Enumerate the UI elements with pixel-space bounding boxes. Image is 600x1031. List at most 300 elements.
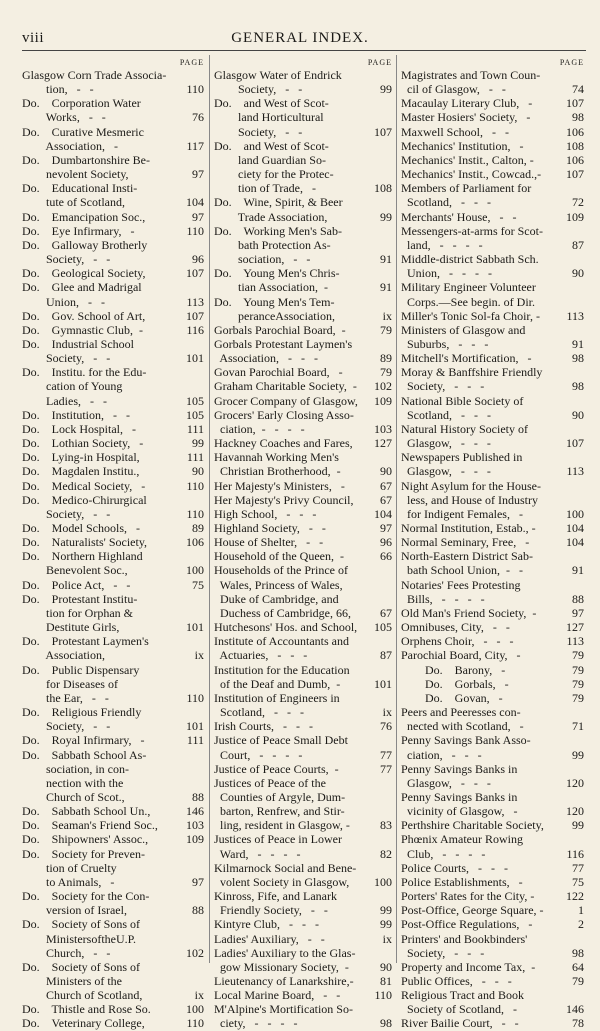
index-entry-text: Do. Veterinary College, (22, 1016, 145, 1031)
index-entry-text: Works, - - (22, 110, 106, 125)
index-entry-text: Hutchesons' Hos. and School, (214, 620, 358, 635)
index-entry-page: 104 (374, 506, 392, 521)
index-entry (401, 68, 584, 82)
index-entry-text: Macaulay Literary Club, - (401, 96, 533, 111)
index-entry-text: Do. Seaman's Friend Soc., (22, 818, 158, 833)
index-entry-page (390, 946, 392, 960)
index-entry (214, 238, 392, 252)
index-entry-page (582, 295, 584, 309)
index-entry-page: 91 (572, 563, 584, 578)
index-entry-text: less, and House of Industry (401, 492, 538, 507)
index-entry-page: 110 (186, 690, 204, 705)
index-entry (214, 365, 392, 379)
index-entry-text: Ladies' Auxiliary, - - (214, 931, 325, 946)
index-entry-text: Ministers of the (22, 974, 122, 988)
index-entry-text: M'Alpine's Mortification So- (214, 1002, 353, 1017)
index-entry-page (582, 422, 584, 436)
index-entry (22, 394, 204, 408)
index-entry-text: ciety for the Protec- (214, 167, 334, 182)
index-entry-page: 90 (572, 407, 584, 422)
index-entry-page: 108 (374, 181, 392, 196)
index-entry-page: 98 (572, 351, 584, 366)
index-entry-text: Glasgow Water of Endrick (214, 68, 342, 82)
index-entry-text: Phœnix Amateur Rowing (401, 832, 523, 847)
index-entry-text: Glasgow Corn Trade Associa- (22, 68, 167, 82)
index-entry (401, 266, 584, 280)
index-column-3 (401, 57, 584, 1031)
index-entry-page: 100 (186, 1002, 204, 1017)
index-entry-text: ciation, - - - (401, 747, 482, 762)
index-entry-text: ciety, - - - - (214, 1016, 298, 1031)
index-entry (214, 917, 392, 931)
index-entry-text: tion of Cruelty (22, 860, 117, 875)
index-entry (22, 776, 204, 790)
index-entry (214, 224, 392, 238)
index-entry-page (202, 932, 204, 946)
index-entry-page (390, 634, 392, 648)
index-entry-text: Do. Naturalists' Society, (22, 535, 148, 550)
index-entry-text: High School, - - - (214, 506, 317, 521)
index-entry-page: 104 (566, 521, 584, 535)
index-entry-page: 75 (572, 874, 584, 889)
index-entry-text: to Animals, - (22, 874, 115, 889)
index-entry (401, 422, 584, 436)
index-entry-text: Association, (22, 648, 105, 663)
index-entry-text: Duchess of Cambridge, 66, (214, 605, 351, 620)
index-entry-text: Lieutenancy of Lanarkshire,- (214, 974, 354, 988)
index-entry-text: land, - - - - (401, 237, 483, 252)
index-entry-text: sociation, - - (214, 252, 311, 267)
index-entry (22, 139, 204, 153)
index-entry-page: 108 (566, 138, 584, 153)
index-entry-page: 97 (192, 209, 204, 224)
index-entry (22, 450, 204, 464)
index-entry (401, 110, 584, 124)
index-entry (214, 464, 392, 478)
index-entry-page (390, 790, 392, 804)
index-entry (214, 479, 392, 493)
index-entry (22, 365, 204, 379)
index-entry-page: 102 (186, 945, 204, 960)
index-entry-page (582, 790, 584, 804)
index-entry-page: 100 (186, 563, 204, 578)
index-entry-page: 82 (380, 846, 392, 861)
index-entry (214, 790, 392, 804)
index-entry (214, 125, 392, 139)
index-entry (401, 450, 584, 464)
index-entry (22, 932, 204, 946)
index-entry (22, 422, 204, 436)
index-entry (22, 578, 204, 592)
index-entry (22, 295, 204, 309)
index-entry (22, 181, 204, 195)
index-entry-page (582, 280, 584, 294)
index-entry-page: 71 (572, 719, 584, 734)
index-entry (214, 153, 392, 167)
index-entry-page (202, 379, 204, 393)
index-entry-text: Members of Parliament for (401, 181, 532, 196)
index-entry-text: Ward, - - - - (214, 846, 301, 861)
index-entry-page: 110 (186, 82, 204, 97)
index-entry-page (202, 493, 204, 507)
index-entry-text: Old Man's Friend Society, - (401, 605, 537, 620)
index-entry-page (202, 68, 204, 82)
index-entry-page: ix (194, 988, 204, 1003)
index-entry (214, 337, 392, 351)
index-entry-text: Do. Lying-in Hospital, (22, 450, 140, 465)
index-entry-page (390, 167, 392, 181)
index-entry (401, 549, 584, 563)
index-entry (401, 889, 584, 903)
index-entry (401, 620, 584, 634)
index-entry (22, 167, 204, 181)
index-entry (214, 493, 392, 507)
index-entry-text: Do. Society of Sons of (22, 959, 140, 974)
index-entry (22, 1016, 204, 1030)
index-entry-page (582, 932, 584, 946)
index-entry-text: Her Majesty's Ministers, - (214, 478, 345, 493)
index-entry-page: 99 (572, 818, 584, 833)
index-entry (401, 790, 584, 804)
index-entry-page: 97 (192, 874, 204, 889)
index-entry-page (202, 153, 204, 167)
index-entry-page: 91 (380, 252, 392, 267)
index-entry-text: Actuaries, - - - (214, 648, 308, 663)
index-entry (214, 1016, 392, 1030)
index-entry-text: Havannah Working Men's (214, 450, 339, 465)
column-divider (396, 55, 397, 963)
index-entry-text: Society, - - (22, 719, 111, 734)
index-entry-text: Do. Institution, - - (22, 407, 130, 422)
index-entry (22, 309, 204, 323)
index-entry-text: Mechanics' Instit., Cowcad.,- (401, 167, 542, 182)
index-entry (214, 323, 392, 337)
index-entry (22, 677, 204, 691)
index-entry-text: Do. Sabbath School Un., (22, 804, 151, 819)
index-entry-text: Do. Galloway Brotherly (22, 237, 148, 252)
index-entry-page: 96 (380, 535, 392, 550)
index-entry (22, 252, 204, 266)
index-entry-page (582, 832, 584, 846)
index-entry-page: 90 (572, 266, 584, 281)
index-entry-text: Scotland, - - - (401, 195, 491, 210)
index-entry (401, 493, 584, 507)
index-entry (214, 648, 392, 662)
index-entry-page (390, 295, 392, 309)
index-entry (214, 988, 392, 1002)
index-entry-text: Glasgow, - - - (401, 464, 491, 479)
index-entry-text: Do. Industrial School (22, 336, 134, 351)
index-entry-text: Do. Gorbals, - (401, 676, 509, 691)
index-entry (401, 592, 584, 606)
index-entry (22, 535, 204, 549)
index-entry-page (390, 804, 392, 818)
index-entry-page: 87 (572, 237, 584, 252)
index-entry (214, 436, 392, 450)
index-entry (22, 648, 204, 662)
index-entry (214, 861, 392, 875)
index-entry (214, 804, 392, 818)
index-entry-text: Justice of Peace Courts, - (214, 761, 339, 776)
index-entry-text: tute of Scotland, (22, 195, 125, 210)
index-entry (22, 889, 204, 903)
index-entry-text: version of Israel, (22, 903, 127, 918)
index-entry-text: Do. Glee and Madrigal (22, 280, 142, 295)
index-entry-text: Wales, Princess of Wales, (214, 577, 343, 592)
index-entry-page (390, 238, 392, 252)
index-entry (22, 762, 204, 776)
index-entry (214, 181, 392, 195)
index-entry-text: Do. Royal Infirmary, - (22, 733, 145, 748)
index-entry-text: land Horticultural (214, 110, 324, 125)
index-entry (401, 323, 584, 337)
index-entry (214, 68, 392, 82)
index-entry-page: 67 (380, 478, 392, 493)
index-entry-text: Gorbals Parochial Board, - (214, 322, 346, 337)
index-entry (401, 648, 584, 662)
index-entry (401, 195, 584, 209)
index-entry (214, 408, 392, 422)
index-entry-page (202, 847, 204, 861)
index-entry-text: barton, Renfrew, and Stir- (214, 804, 345, 819)
index-entry-page: 98 (380, 1016, 392, 1031)
index-entry-page (202, 663, 204, 677)
index-entry (401, 748, 584, 762)
index-entry (22, 493, 204, 507)
index-entry-page: 107 (186, 308, 204, 323)
index-entry-text: Institute of Accountants and (214, 634, 349, 649)
index-entry (214, 195, 392, 209)
index-entry-page: 110 (186, 478, 204, 493)
index-entry-text: Do. Institu. for the Edu- (22, 365, 147, 380)
index-entry (401, 252, 584, 266)
index-entry (214, 634, 392, 648)
index-entry (22, 224, 204, 238)
index-entry-text: Kintyre Club, - - - (214, 917, 319, 932)
index-entry-page (202, 677, 204, 691)
index-entry (214, 110, 392, 124)
index-entry-text: Moray & Banffshire Friendly (401, 365, 543, 380)
index-entry (401, 804, 584, 818)
index-entry-page (390, 266, 392, 280)
index-entry-text: nected with Scotland, - (401, 719, 524, 734)
index-entry-text: Porters' Rates for the City, - (401, 889, 535, 904)
index-entry (214, 832, 392, 846)
index-entry-text: Messengers-at-arms for Scot- (401, 223, 543, 238)
index-entry-page: 90 (380, 464, 392, 479)
index-entry-text: Justices of Peace in Lower (214, 832, 342, 847)
index-entry (401, 280, 584, 294)
index-entry (214, 733, 392, 747)
index-entry-text: Justices of Peace of the (214, 775, 326, 790)
index-entry-text: Orphens Choir, - - - (401, 634, 514, 649)
index-entry-page: 109 (374, 393, 392, 408)
index-entry-page: 97 (380, 521, 392, 535)
index-entry-text: Perthshire Charitable Society, (401, 818, 544, 833)
index-entry-text: Suburbs, - - - (401, 336, 489, 351)
index-entry-page: 113 (566, 308, 584, 323)
index-entry (214, 677, 392, 691)
index-entry-page: 76 (192, 110, 204, 125)
index-entry (22, 903, 204, 917)
index-entry (401, 337, 584, 351)
index-entry-text: Normal Institution, Estab., - (401, 521, 536, 535)
index-entry-page (202, 776, 204, 790)
index-entry-text: Do. Northern Highland (22, 549, 143, 564)
index-entry (401, 82, 584, 96)
index-entry (214, 762, 392, 776)
index-entry-page (582, 181, 584, 195)
index-entry (401, 563, 584, 577)
index-entry-text: bath School Union, - - (401, 563, 523, 578)
index-entry-text: Do. Young Men's Chris- (214, 266, 340, 281)
index-entry-text: Do. Medico-Chirurgical (22, 492, 147, 507)
index-entry-page (390, 832, 392, 846)
index-entry-text: Do. Curative Mesmeric (22, 124, 144, 139)
index-entry-text: Union, - - (22, 294, 105, 309)
index-entry-page: 99 (192, 436, 204, 451)
index-entry (214, 691, 392, 705)
index-entry (22, 832, 204, 846)
index-entry-page (390, 224, 392, 238)
index-entry-page: 79 (572, 974, 584, 988)
index-entry-page (390, 450, 392, 464)
index-entry (401, 634, 584, 648)
index-entry-text: Kilmarnock Social and Bene- (214, 860, 357, 875)
index-entry (401, 762, 584, 776)
index-entry-text: Society of Scotland, - (401, 1002, 517, 1017)
index-entry-page (390, 1002, 392, 1016)
index-entry-page: 97 (192, 167, 204, 182)
index-entry-text: Do. Society for the Con- (22, 889, 150, 904)
index-entry-page: 109 (186, 832, 204, 847)
index-entry-text: Benevolent Soc., (22, 563, 128, 578)
index-entry-text: Association, - - - (214, 351, 318, 366)
index-entry (22, 507, 204, 521)
index-entry (401, 181, 584, 195)
index-entry-page (202, 762, 204, 776)
index-entry (22, 563, 204, 577)
index-entry (401, 408, 584, 422)
index-entry (214, 578, 392, 592)
index-entry (22, 266, 204, 280)
index-entry (22, 479, 204, 493)
index-entry-text: Scotland, - - - (401, 407, 491, 422)
index-entry-page (390, 733, 392, 747)
index-entry-page: 91 (380, 280, 392, 295)
index-entry-text: Do. Medical Society, - (22, 478, 146, 493)
index-entry-page: 105 (374, 620, 392, 635)
index-entry-text: Do. Police Act, - - (22, 577, 131, 592)
index-entry-page: 101 (186, 351, 204, 366)
index-column-2 (214, 57, 392, 1031)
index-entry-page: 110 (186, 223, 204, 238)
index-entry (401, 776, 584, 790)
index-entry (22, 988, 204, 1002)
index-entry (401, 719, 584, 733)
index-entry-text: Do. Working Men's Sab- (214, 223, 342, 238)
index-entry-page (582, 68, 584, 82)
column-heading: PAGE (179, 58, 204, 67)
index-entry-page: 107 (566, 96, 584, 111)
index-entry-text: cil of Glasgow, - - (401, 82, 506, 97)
index-entry-page: 113 (186, 294, 204, 309)
index-entry-page: 67 (380, 605, 392, 620)
index-entry-page (202, 549, 204, 563)
index-entry (22, 408, 204, 422)
index-entry-text: Christian Brotherhood, - (214, 464, 341, 479)
index-entry-page: 110 (186, 1016, 204, 1031)
index-entry-page: 79 (572, 690, 584, 705)
index-entry-text: Her Majesty's Privy Council, (214, 492, 354, 507)
index-entry (22, 436, 204, 450)
index-entry-page: 77 (380, 761, 392, 776)
index-entry-page (202, 861, 204, 875)
index-entry-page: ix (382, 705, 392, 720)
index-entry-page: 146 (566, 1002, 584, 1017)
index-entry-page (390, 408, 392, 422)
index-entry-page (202, 592, 204, 606)
index-entry (401, 139, 584, 153)
index-entry-text: Irish Courts, - - - (214, 719, 313, 734)
header-rule (22, 50, 586, 51)
index-entry-text: Penny Savings Banks in (401, 761, 518, 776)
index-entry-page: 107 (186, 266, 204, 281)
index-entry-text: Post-Office Regulations, - (401, 917, 533, 932)
index-entry-page: 146 (186, 804, 204, 819)
index-entry-text: Society, - - - (401, 379, 485, 394)
index-entry-page: 83 (380, 818, 392, 833)
index-entry-text: Do. Magdalen Institu., (22, 464, 140, 479)
index-entry-text: Do. Govan, - (401, 690, 503, 705)
index-entry-page (582, 394, 584, 408)
index-entry (22, 238, 204, 252)
index-entry (22, 705, 204, 719)
index-entry (401, 677, 584, 691)
index-entry-text: Newspapers Published in (401, 450, 523, 465)
index-entry-text: North-Eastern District Sab- (401, 549, 533, 564)
index-entry-page: 111 (186, 450, 204, 465)
index-entry-text: Society, - - (22, 351, 111, 366)
index-entry-text: Do. Thistle and Rose So. (22, 1002, 151, 1017)
index-entry (401, 691, 584, 705)
index-entry-page: 79 (572, 662, 584, 677)
index-entry-page (390, 563, 392, 577)
index-entry (22, 82, 204, 96)
index-entry (22, 337, 204, 351)
index-entry-page: 99 (380, 82, 392, 97)
index-entry-text: Maxwell School, - - (401, 124, 509, 139)
index-entry-page: 116 (566, 846, 584, 861)
index-entry-page (582, 252, 584, 266)
index-entry (22, 917, 204, 931)
index-entry-page (582, 450, 584, 464)
index-entry (22, 634, 204, 648)
index-entry-text: Police Courts, - - - (401, 860, 508, 875)
index-entry-text: Property and Income Tax, - (401, 959, 536, 974)
index-entry (214, 280, 392, 294)
index-entry-text: ciation, - - - - (214, 421, 305, 436)
index-entry (214, 309, 392, 323)
index-entry-page (390, 139, 392, 153)
index-entry-text: Post-Office, George Square, - (401, 903, 544, 918)
index-entry-page: 116 (186, 322, 204, 337)
index-entry (401, 153, 584, 167)
index-entry-page: 102 (374, 379, 392, 394)
index-entry-page: 106 (566, 124, 584, 139)
index-entry (401, 1016, 584, 1030)
index-entry (214, 139, 392, 153)
